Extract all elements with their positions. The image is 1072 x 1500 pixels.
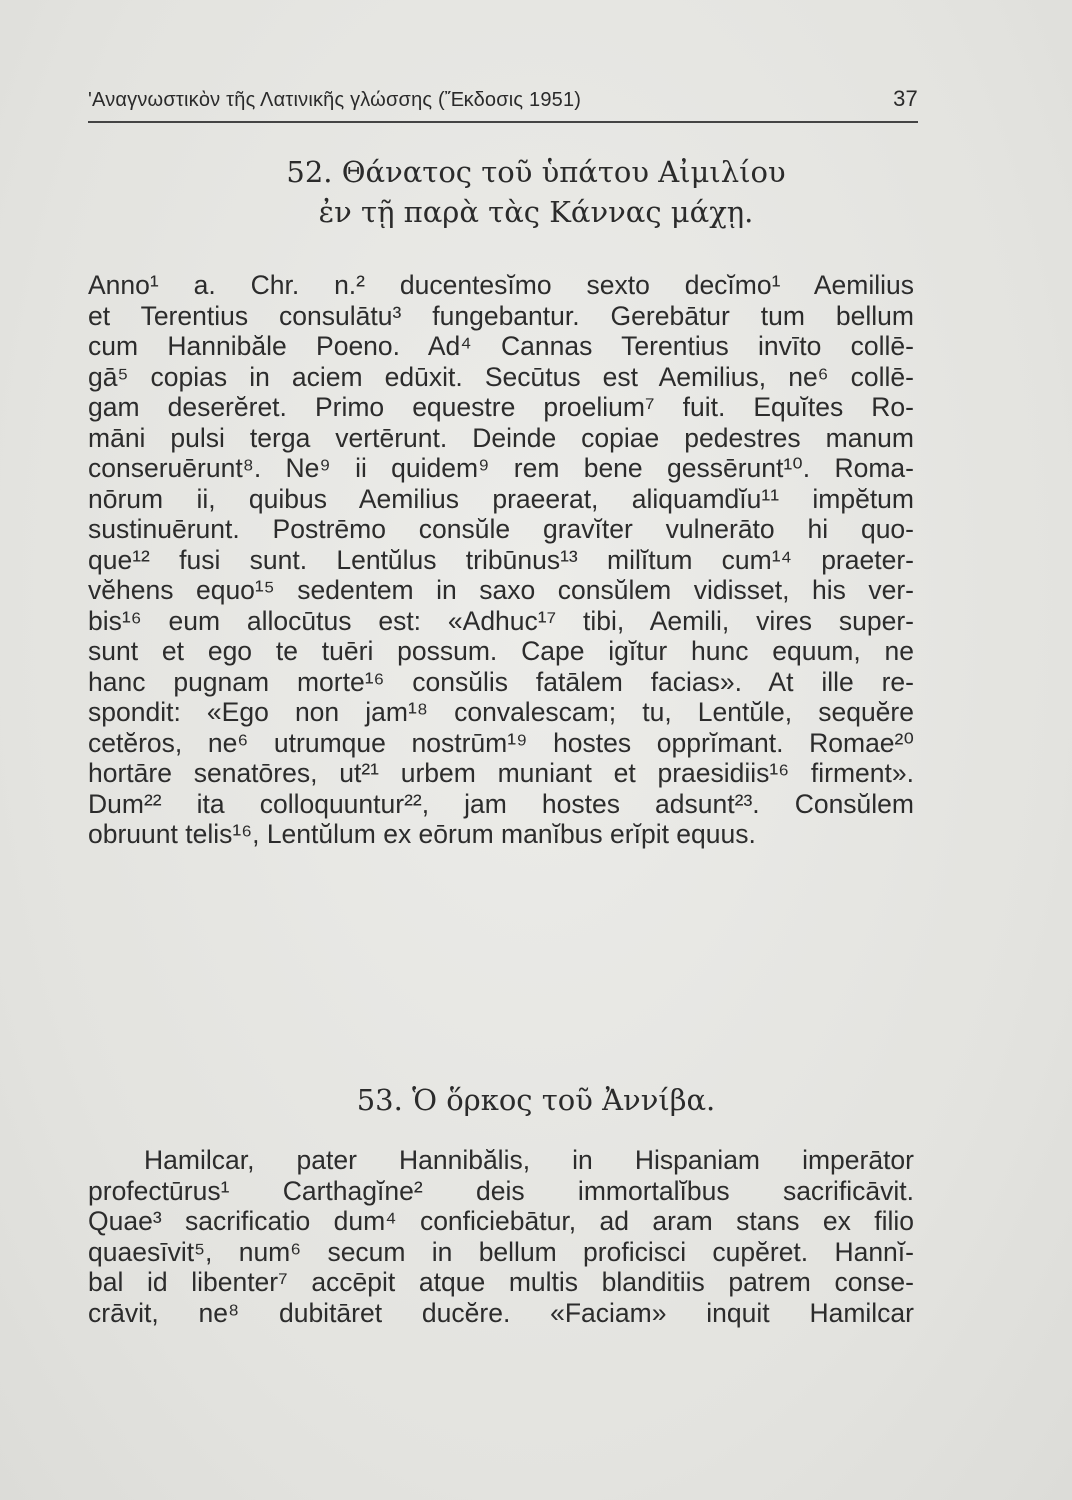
text-line: profectūrus¹ Carthagĭne² deis immortalĭbus sacrificāvit. — [88, 1175, 914, 1206]
text-line: Dum²² ita colloquuntur²², jam hostes adsunt²³. Consŭlem — [88, 788, 914, 819]
section-53-body — [88, 1145, 914, 1328]
text-line: sunt et ego te tuēri possum. Cape igĭtur hunc equum, ne — [88, 636, 914, 666]
text-line: bis¹⁶ eum allocūtus est: «Adhuc¹⁷ tibi, Aemili, vires super- — [88, 605, 914, 636]
text-line: nōrum ii, quibus Aemilius praeerat, aliquamdĭu¹¹ impĕtum — [88, 483, 914, 514]
text-line: vĕhens equo¹⁵ sedentem in saxo consŭlem vidisset, his ver- — [88, 575, 914, 605]
text-line: cum Hannibăle Poeno. Ad⁴ Cannas Terentius invīto collē- — [88, 331, 914, 361]
text-line: obruunt telis¹⁶, Lentŭlum ex eōrum manĭbus erĭpit equus. — [88, 819, 756, 849]
text-line: que¹² fusi sunt. Lentŭlus tribūnus¹³ milĭtum cum¹⁴ praeter- — [88, 544, 914, 575]
text-line: quaesīvit⁵, num⁶ secum in bellum proficisci cupĕret. Hannĭ- — [88, 1236, 914, 1267]
text-line: gam deserĕret. Primo equestre proelium⁷ fuit. Equĭtes Ro- — [88, 392, 914, 422]
text-line: cetĕros, ne⁶ utrumque nostrūm¹⁹ hostes opprĭmant. Romae²⁰ — [88, 727, 914, 758]
text-line: gā⁵ copias in aciem edūxit. Secūtus est Aemilius, ne⁶ collē- — [88, 361, 914, 392]
running-title: 'Αναγνωστικὸν τῆς Λατινικῆς γλώσσης (Ἔκδοσις 1951) — [88, 89, 582, 111]
section-52-title-line-1: 52. Θάνατος τοῦ ὑπάτου Αἰμιλίου — [286, 155, 786, 189]
section-52-title — [60, 152, 1012, 232]
text-line: bal id libenter⁷ accēpit atque multis blanditiis patrem conse- — [88, 1267, 914, 1297]
section-53-title: 53. Ὁ ὅρκος τοῦ Ἀννίβα. — [356, 1083, 716, 1117]
section-52-title-line-2: ἐν τῇ παρὰ τὰς Κάννας μάχῃ. — [318, 195, 754, 229]
page-number: 37 — [893, 86, 918, 111]
text-line: hanc pugnam morte¹⁶ consŭlis fatālem facias». At ille re- — [88, 666, 914, 697]
text-line: sustinuērunt. Postrēmo consŭle gravĭter vulnerāto hi quo- — [88, 514, 914, 544]
text-line: Anno¹ a. Chr. n.² ducentesĭmo sexto decĭmo¹ Aemilius — [88, 270, 914, 300]
text-line: et Terentius consulātu³ fungebantur. Gerebātur tum bellum — [88, 300, 914, 331]
text-line: Hamilcar, pater Hannibălis, in Hispaniam imperātor — [144, 1145, 914, 1175]
running-header — [88, 86, 918, 112]
text-line: spondit: «Ego non jam¹⁸ convalescam; tu, Lentŭle, sequĕre — [88, 697, 914, 727]
header-rule — [88, 121, 918, 123]
text-line: Quae³ sacrificatio dum⁴ conficiebātur, ad aram stans ex filio — [88, 1206, 914, 1236]
section-52-body — [88, 270, 914, 850]
text-line: crāvit, ne⁸ dubitāret ducĕre. «Faciam» inquit Hamilcar — [88, 1297, 914, 1328]
text-line: māni pulsi terga vertērunt. Deinde copiae pedestres manum — [88, 422, 914, 453]
text-line: conseruērunt⁸. Ne⁹ ii quidem⁹ rem bene gessērunt¹⁰. Roma- — [88, 453, 914, 483]
text-line: hortāre senatōres, ut²¹ urbem muniant et praesidiis¹⁶ firment». — [88, 758, 914, 788]
